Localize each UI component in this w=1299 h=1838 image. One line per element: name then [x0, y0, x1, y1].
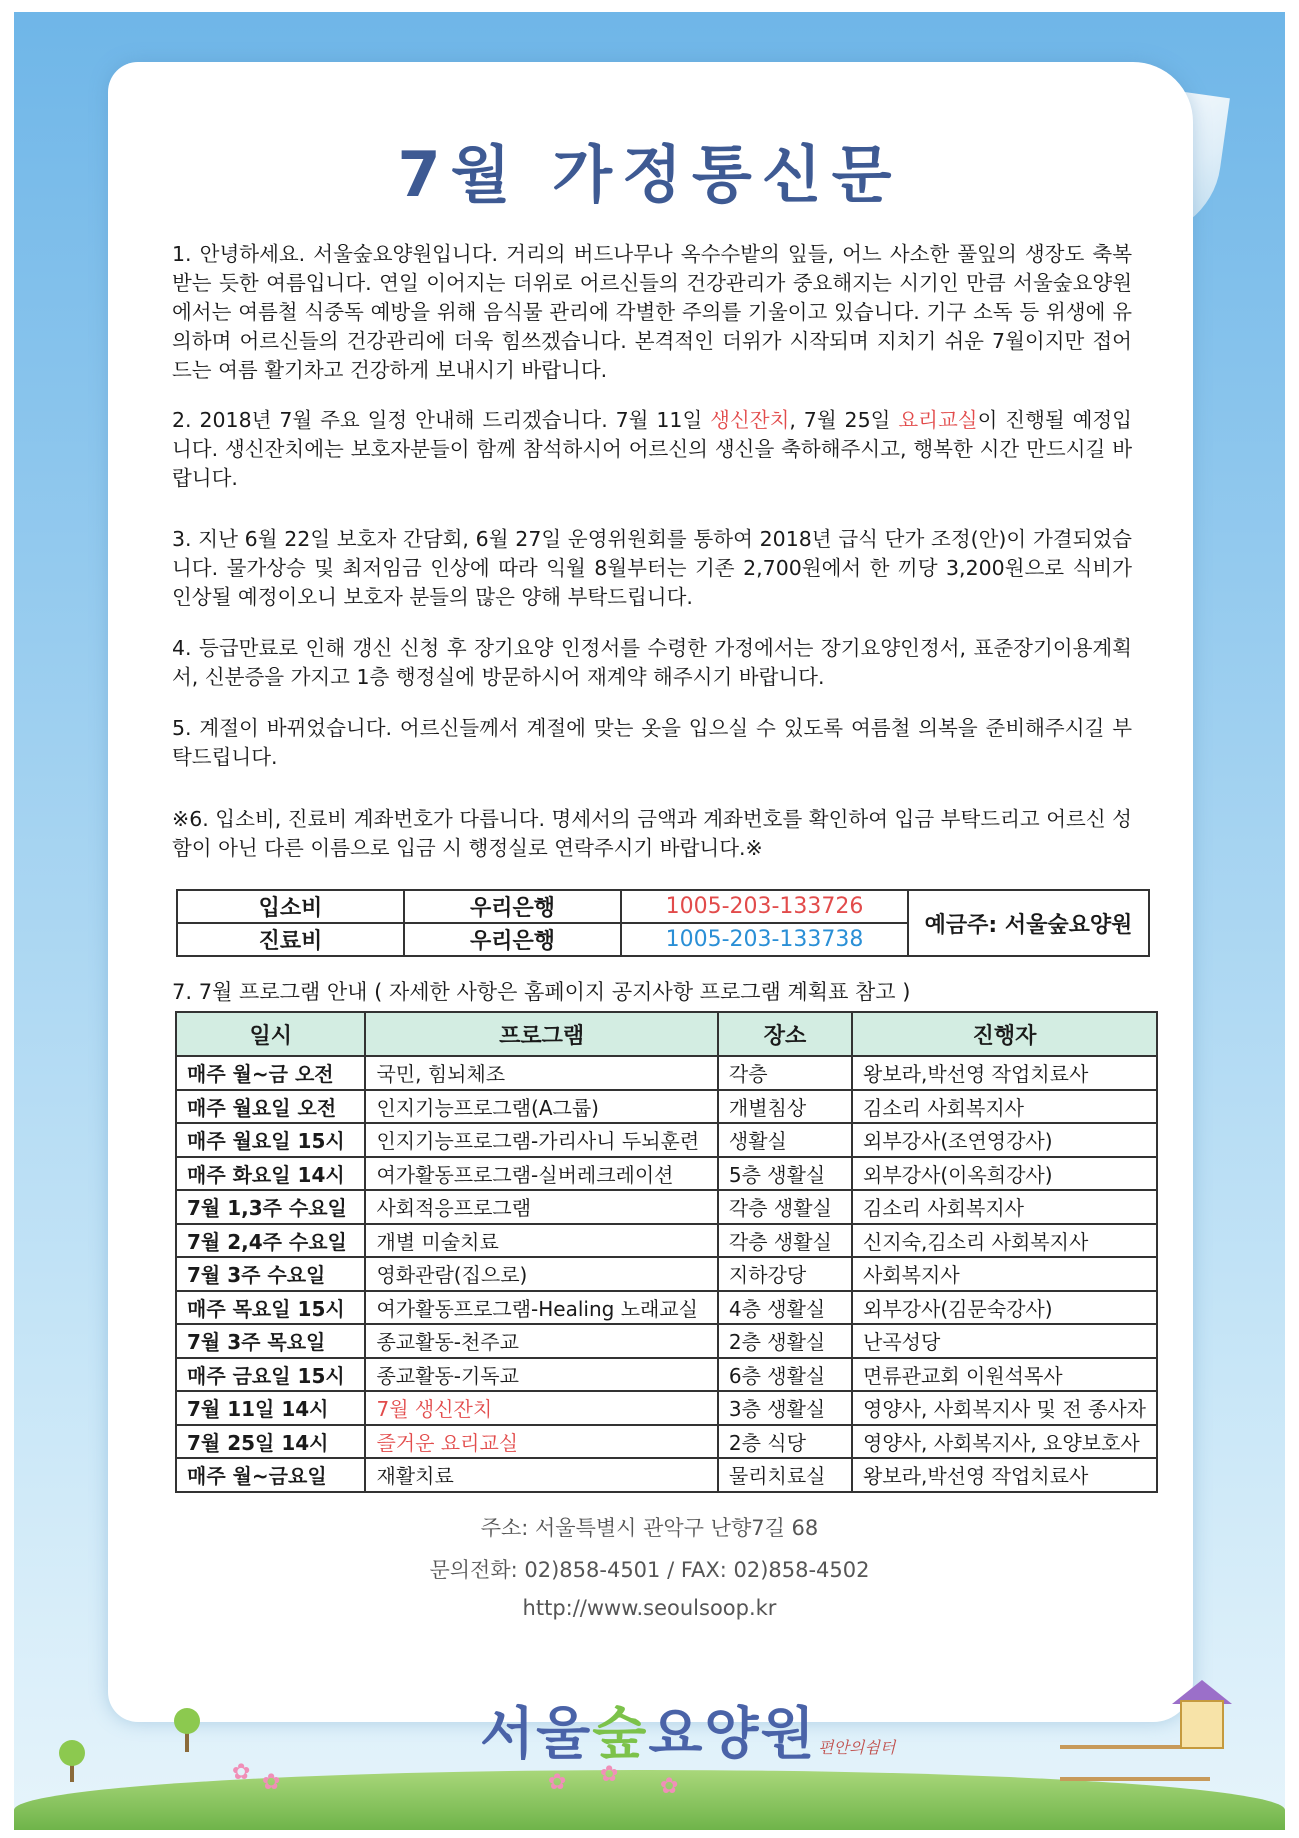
paragraph-6: ※6. 입소비, 진료비 계좌번호가 다릅니다. 명세서의 금액과 계좌번호를 확인하여 입금 부탁드리고 어르신 성함이 아닌 다른 이름으로 입금 시 행정실로 연락주시기 바랍니다.※ — [172, 807, 1132, 860]
paragraph-5: 5. 계절이 바뀌었습니다. 어르신들께서 계절에 맞는 옷을 입으실 수 있도록 여름철 의복을 준비해주시길 부탁드립니다. — [172, 716, 1132, 769]
footer-address: 주소: 서울특별시 관악구 난향7길 68 — [480, 1516, 819, 1540]
paragraph-2 — [172, 406, 1132, 493]
account-number: 1005-203-133726 — [621, 890, 908, 923]
row-leader: 김소리 사회복지사 — [852, 1090, 1157, 1124]
row-leader: 김소리 사회복지사 — [852, 1190, 1157, 1224]
program-table — [175, 1011, 1158, 1493]
row-place: 2층 생활실 — [718, 1324, 852, 1358]
footer-phone: 문의전화: 02)858-4501 / FAX: 02)858-4502 — [429, 1558, 870, 1582]
row-program: 즐거운 요리교실 — [365, 1425, 717, 1459]
row-program: 재활치료 — [365, 1458, 717, 1492]
row-when: 7월 3주 수요일 — [176, 1257, 365, 1291]
program-row — [176, 1257, 1157, 1291]
program-row — [176, 1190, 1157, 1224]
account-type: 진료비 — [177, 923, 404, 956]
row-when: 7월 2,4주 수요일 — [176, 1224, 365, 1258]
event-cooking: 요리교실 — [898, 408, 978, 432]
account-bank: 우리은행 — [404, 890, 621, 923]
account-number: 1005-203-133738 — [621, 923, 908, 956]
row-program: 종교활동-기독교 — [365, 1358, 717, 1392]
row-program: 개별 미술치료 — [365, 1224, 717, 1258]
row-place: 생활실 — [718, 1123, 852, 1157]
row-place: 2층 식당 — [718, 1425, 852, 1459]
row-leader: 신지숙,김소리 사회복지사 — [852, 1224, 1157, 1258]
fence-decoration — [1060, 1745, 1210, 1781]
program-row — [176, 1157, 1157, 1191]
logo — [480, 1690, 817, 1770]
row-program: 인지기능프로그램-가리사니 두뇌훈련 — [365, 1123, 717, 1157]
event-birthday: 생신잔치 — [710, 408, 790, 432]
paragraph-3: 3. 지난 6월 22일 보호자 간담회, 6월 27일 운영위원회를 통하여 2018년 급식 단가 조정(안)이 가결되었습니다. 물가상승 및 최저임금 인상에 따라 익월 8월부터는 기존 2,700원에서 한 끼당 3,200원으로 식비가 인상될 예정이오니 보호자 분들의 많은 양해 부탁드립니다. — [172, 527, 1132, 609]
flower-icon: ✿ — [660, 1774, 679, 1799]
row-when: 매주 목요일 15시 — [176, 1291, 365, 1325]
logo-text: 서울 — [480, 1702, 593, 1767]
header-program: 프로그램 — [365, 1012, 717, 1056]
footer-url[interactable]: http://www.seoulsoop.kr — [522, 1596, 777, 1620]
p2-text: 2. 2018년 7월 주요 일정 안내해 드리겠습니다. 7월 11일 — [172, 408, 711, 432]
program-row — [176, 1123, 1157, 1157]
row-place: 3층 생활실 — [718, 1391, 852, 1425]
logo-slogan: 편안의쉼터 — [818, 1738, 896, 1757]
row-place: 각층 생활실 — [718, 1224, 852, 1258]
header-when: 일시 — [176, 1012, 365, 1056]
house-decoration — [1180, 1700, 1224, 1749]
flower-icon: ✿ — [262, 1770, 281, 1795]
page-title: 7월 가정통신문 — [397, 138, 902, 211]
account-row — [177, 890, 1149, 923]
row-program: 종교활동-천주교 — [365, 1324, 717, 1358]
row-program: 7월 생신잔치 — [365, 1391, 717, 1425]
tree-icon — [174, 1708, 200, 1734]
row-program: 사회적응프로그램 — [365, 1190, 717, 1224]
program-row — [176, 1056, 1157, 1090]
row-when: 매주 월요일 15시 — [176, 1123, 365, 1157]
row-when: 매주 금요일 15시 — [176, 1358, 365, 1392]
header-leader: 진행자 — [852, 1012, 1157, 1056]
p2-text: 이 진행될 예정입니다. 생신잔치에는 보호자분들이 함께 참석하시어 어르신의 생신을 축하해주시고, 행복한 시간 만드시길 바랍니다. — [172, 408, 1132, 490]
logo-leaf-text: 숲 — [592, 1702, 649, 1767]
row-when: 7월 11일 14시 — [176, 1391, 365, 1425]
paragraph-1: 1. 안녕하세요. 서울숲요양원입니다. 거리의 버드나무나 옥수수밭의 잎들, 어느 사소한 풀잎의 생장도 축복받는 듯한 여름입니다. 연일 이어지는 더위로 어르신들의 건강관리가 중요해지는 시기인 만큼 서울숲요양원에서는 여름철 식중독 예방을 위해 음식물 관리에 각별한 주의를 기울이고 있습니다. 기구 소독 등 위생에 유의하며 어르신들의 건강관리에 더욱 힘쓰겠습니다. 본격적인 더위가 시작되며 지치기 쉬운 7월이지만 접어드는 여름 활기차고 건강하게 보내시기 바랍니다. — [172, 242, 1132, 382]
row-program: 인지기능프로그램(A그룹) — [365, 1090, 717, 1124]
row-leader: 난곡성당 — [852, 1324, 1157, 1358]
program-row — [176, 1391, 1157, 1425]
program-row — [176, 1291, 1157, 1325]
row-leader: 영양사, 사회복지사 및 전 종사자 — [852, 1391, 1157, 1425]
row-leader: 외부강사(김문숙강사) — [852, 1291, 1157, 1325]
account-holder: 예금주: 서울숲요양원 — [908, 890, 1149, 956]
program-header-row — [176, 1012, 1157, 1056]
row-program: 영화관람(집으로) — [365, 1257, 717, 1291]
header-place: 장소 — [718, 1012, 852, 1056]
row-place: 4층 생활실 — [718, 1291, 852, 1325]
row-when: 매주 월~금요일 — [176, 1458, 365, 1492]
row-leader: 영양사, 사회복지사, 요양보호사 — [852, 1425, 1157, 1459]
row-program: 여가활동프로그램-Healing 노래교실 — [365, 1291, 717, 1325]
logo-text: 요양원 — [648, 1702, 817, 1767]
row-when: 7월 1,3주 수요일 — [176, 1190, 365, 1224]
account-type: 입소비 — [177, 890, 404, 923]
program-row — [176, 1224, 1157, 1258]
program-title: 7. 7월 프로그램 안내 ( 자세한 사항은 홈페이지 공지사항 프로그램 계획표 참고 ) — [172, 980, 911, 1004]
row-place: 각층 생활실 — [718, 1190, 852, 1224]
program-row — [176, 1358, 1157, 1392]
program-row — [176, 1324, 1157, 1358]
p2-text: , 7월 25일 — [789, 408, 899, 432]
row-leader: 외부강사(이옥희강사) — [852, 1157, 1157, 1191]
paragraph-4: 4. 등급만료로 인해 갱신 신청 후 장기요양 인정서를 수령한 가정에서는 장기요양인정서, 표준장기이용계획서, 신분증을 가지고 1층 행정실에 방문하시어 재계약 해주시기 바랍니다. — [172, 636, 1132, 689]
program-row — [176, 1425, 1157, 1459]
tree-icon — [59, 1740, 85, 1766]
row-leader: 면류관교회 이원석목사 — [852, 1358, 1157, 1392]
row-program: 국민, 힘뇌체조 — [365, 1056, 717, 1090]
row-place: 지하강당 — [718, 1257, 852, 1291]
flower-icon: ✿ — [600, 1762, 619, 1787]
flower-icon: ✿ — [232, 1760, 251, 1785]
account-bank: 우리은행 — [404, 923, 621, 956]
row-when: 매주 월~금 오전 — [176, 1056, 365, 1090]
flower-icon: ✿ — [548, 1770, 567, 1795]
row-when: 7월 3주 목요일 — [176, 1324, 365, 1358]
program-row — [176, 1458, 1157, 1492]
program-row — [176, 1090, 1157, 1124]
row-leader: 왕보라,박선영 작업치료사 — [852, 1458, 1157, 1492]
row-leader: 외부강사(조연영강사) — [852, 1123, 1157, 1157]
row-when: 7월 25일 14시 — [176, 1425, 365, 1459]
row-when: 매주 화요일 14시 — [176, 1157, 365, 1191]
row-place: 개별침상 — [718, 1090, 852, 1124]
row-place: 각층 — [718, 1056, 852, 1090]
row-place: 5층 생활실 — [718, 1157, 852, 1191]
row-program: 여가활동프로그램-실버레크레이션 — [365, 1157, 717, 1191]
row-leader: 왕보라,박선영 작업치료사 — [852, 1056, 1157, 1090]
row-when: 매주 월요일 오전 — [176, 1090, 365, 1124]
row-leader: 사회복지사 — [852, 1257, 1157, 1291]
account-table — [176, 889, 1150, 957]
row-place: 물리치료실 — [718, 1458, 852, 1492]
row-place: 6층 생활실 — [718, 1358, 852, 1392]
